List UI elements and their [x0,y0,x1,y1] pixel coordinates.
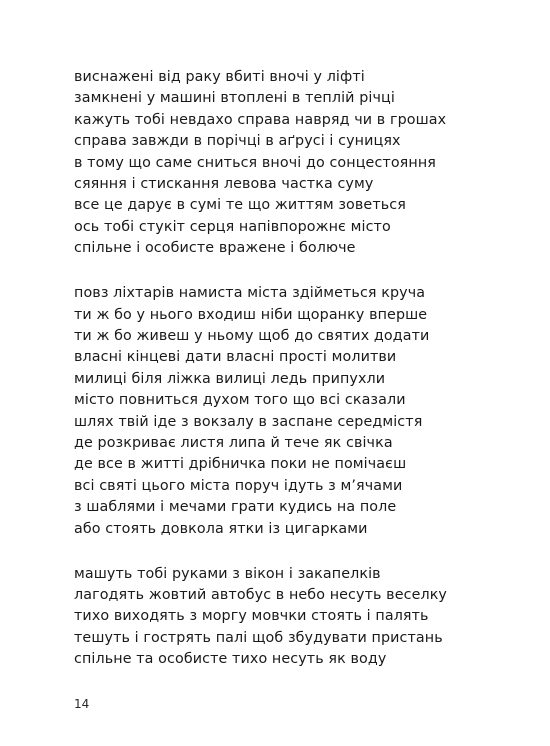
poem-line: всі святі цього міста поруч ідуть з м’ячами [74,477,403,494]
poem-line: виснажені від раку вбиті вночі у ліфті [74,69,365,85]
poem-line: все це дарує в сумі те що життям зоветься [74,197,406,214]
stanza-3 [74,564,494,671]
poem-line: ти ж бо у нього входиш ніби щоранку вперше [74,306,428,323]
poem [74,67,494,694]
poem-line: спільне і особисте вражене і болюче [74,240,356,257]
poem-line: ось тобі стукіт серця напівпорожнє місто [74,218,391,235]
poem-line: тешуть і гострять палі щоб збудувати пристань [74,629,443,646]
poem-line: де розкриває листя липа й тече як свічка [74,435,393,451]
poem-line: місто повниться духом того що всі сказали [74,392,406,409]
stanza-1 [74,67,494,260]
stanza-2 [74,283,494,540]
poem-line: лагодять жовтий автобус в небо несуть веселку [74,586,447,603]
page-number: 14 [74,697,90,711]
poem-line: спільне та особисте тихо несуть як воду [74,651,387,668]
poem-line: справа завжди в порічці в аґрусі і суницях [74,133,401,150]
poem-line: з шаблями і мечами грати кудись на поле [74,499,397,516]
poem-line: милиці біля ліжка вилиці ледь припухли [74,370,386,387]
poem-line: замкнені у машині втоплені в теплій річці [74,90,395,107]
poem-line: повз ліхтарів намиста міста здійметься круча [74,285,426,302]
poem-line: сяяння і стискання левова частка суму [74,176,374,193]
poem-line: або стоять довкола ятки із цигарками [74,520,368,537]
poem-line: тихо виходять з моргу мовчки стоять і палять [74,608,429,625]
poem-line: шлях твій іде з вокзалу в заспане середмістя [74,413,423,430]
poem-line: машуть тобі руками з вікон і закапелків [74,565,381,582]
poem-line: власні кінцеві дати власні прості молитви [74,349,397,366]
poem-line: в тому що саме сниться вночі до сонцестояння [74,154,436,171]
poem-line: кажуть тобі невдахо справа навряд чи в грошах [74,111,447,128]
poem-line: де все в житті дрібничка поки не помічаєш [74,456,407,473]
poem-line: ти ж бо живеш у ньому щоб до святих додати [74,327,430,344]
